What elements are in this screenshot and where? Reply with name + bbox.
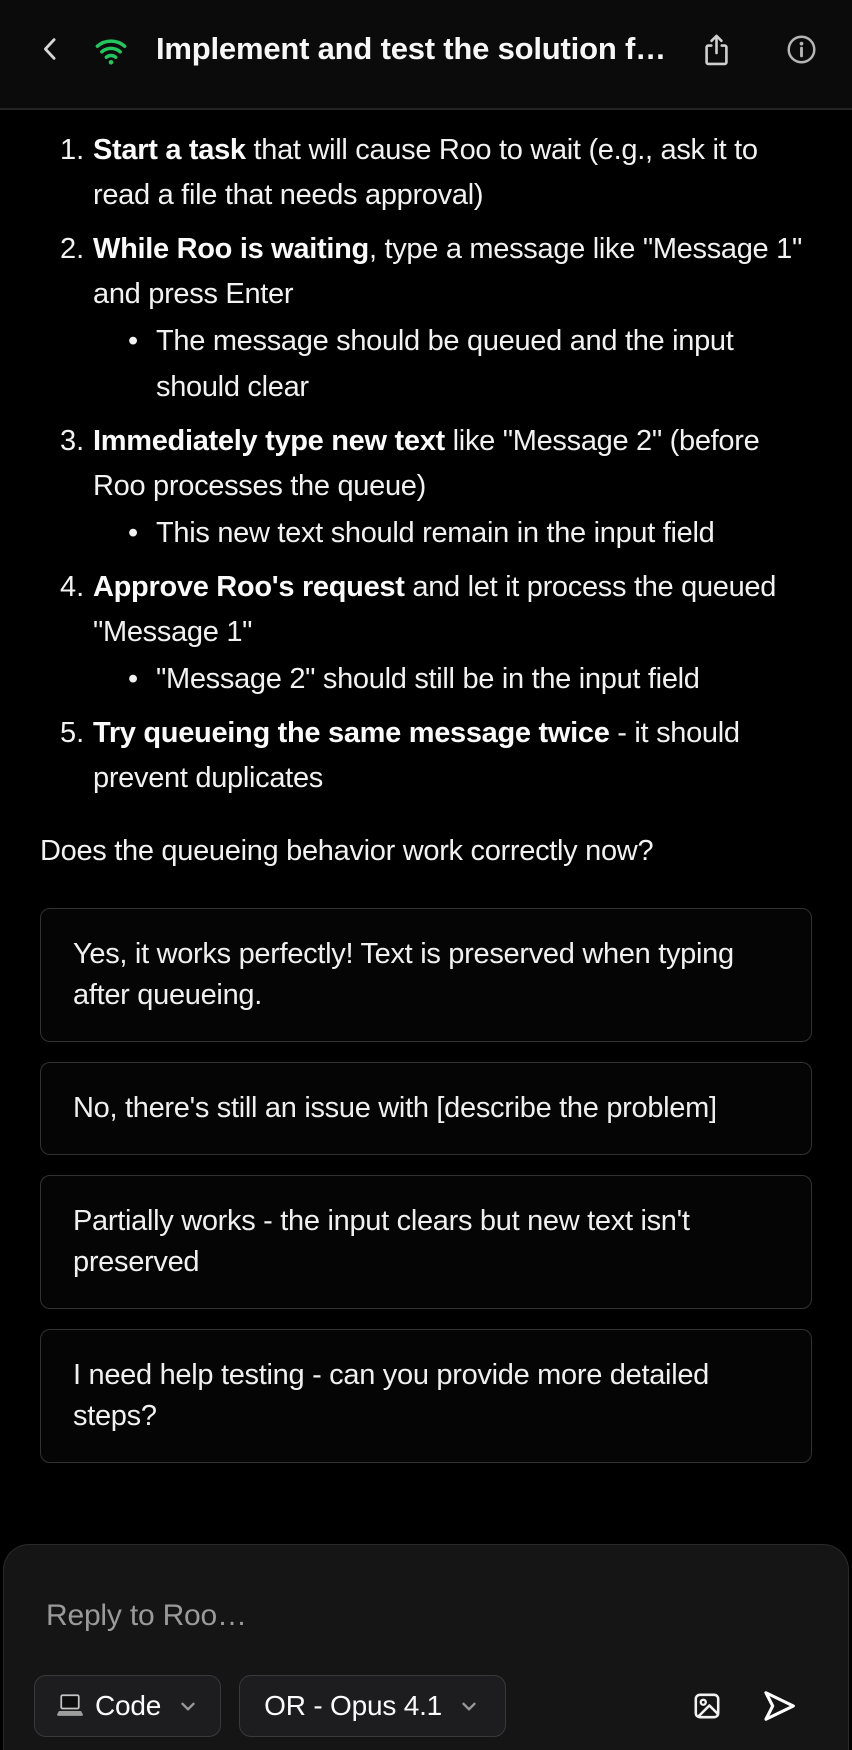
laptop-icon (55, 1693, 85, 1719)
info-button[interactable] (785, 33, 818, 66)
suggested-reply-no[interactable]: No, there's still an issue with [describe the problem] (40, 1062, 812, 1155)
bullet-icon (128, 318, 156, 410)
chevron-left-icon (36, 34, 66, 64)
list-item (60, 711, 812, 801)
step-bold-text: While Roo is waiting (93, 233, 369, 265)
list-item (60, 128, 812, 218)
step-bold-text: Approve Roo's request (93, 571, 405, 603)
send-icon (761, 1689, 798, 1723)
sub-bullet-item (128, 318, 812, 410)
header-bar (0, 0, 852, 110)
bullet-icon (128, 656, 156, 702)
list-item (60, 419, 812, 556)
composer-panel (3, 1544, 849, 1750)
list-item (60, 565, 812, 702)
chevron-down-icon (457, 1694, 481, 1718)
step-bold-text: Start a task (93, 134, 246, 166)
suggested-reply-partial[interactable]: Partially works - the input clears but new text isn't preserved (40, 1175, 812, 1309)
suggested-replies (40, 908, 812, 1463)
model-selector[interactable] (239, 1675, 506, 1737)
question-text: Does the queueing behavior work correctly now? (40, 835, 654, 867)
share-button[interactable] (700, 32, 733, 67)
list-number: 1. (60, 134, 85, 166)
page-title: Implement and test the solution f… (156, 31, 666, 66)
sub-bullet-item (128, 656, 812, 702)
connection-status-wifi-icon (92, 32, 130, 66)
bullet-icon (128, 510, 156, 556)
reply-input[interactable]: Reply to Roo… (46, 1599, 247, 1632)
bullet-text: "Message 2" should still be in the input field (156, 663, 700, 695)
composer-actions (691, 1689, 798, 1723)
send-button[interactable] (761, 1689, 798, 1723)
suggested-reply-yes[interactable]: Yes, it works perfectly! Text is preserved when typing after queueing. (40, 908, 812, 1042)
image-icon (691, 1690, 723, 1722)
step-rest-text: that will cause Roo to wait (e.g., ask it to read a file that needs approval) (93, 134, 758, 211)
message-content (0, 112, 852, 1463)
bullet-text: This new text should remain in the input field (156, 517, 715, 549)
mode-selector[interactable] (34, 1675, 221, 1737)
model-label: OR - Opus 4.1 (264, 1690, 443, 1721)
step-rest-text: , type a message like "Message 1" and press Enter (93, 233, 802, 310)
list-number: 2. (60, 233, 85, 265)
sub-bullet-item (128, 510, 812, 556)
list-item (60, 227, 812, 410)
step-rest-text: and let it process the queued "Message 1" (93, 571, 777, 648)
step-bold-text: Immediately type new text (93, 425, 445, 457)
chevron-down-icon (176, 1694, 200, 1718)
step-bold-text: Try queueing the same message twice (93, 717, 610, 749)
composer-toolbar (34, 1675, 798, 1737)
header-actions (700, 32, 818, 67)
list-number: 5. (60, 717, 85, 749)
suggested-reply-help[interactable]: I need help testing - can you provide more detailed steps? (40, 1329, 812, 1463)
share-icon (700, 32, 733, 67)
step-rest-text: - it should prevent duplicates (93, 717, 740, 794)
info-icon (785, 33, 818, 66)
list-number: 3. (60, 425, 85, 457)
back-button[interactable] (34, 32, 68, 66)
list-number: 4. (60, 571, 85, 603)
mode-label: Code (95, 1690, 162, 1721)
step-rest-text: like "Message 2" (before Roo processes the queue) (93, 425, 760, 502)
attach-image-button[interactable] (691, 1690, 723, 1722)
numbered-list (60, 128, 812, 801)
bullet-text: The message should be queued and the input should clear (156, 325, 734, 403)
